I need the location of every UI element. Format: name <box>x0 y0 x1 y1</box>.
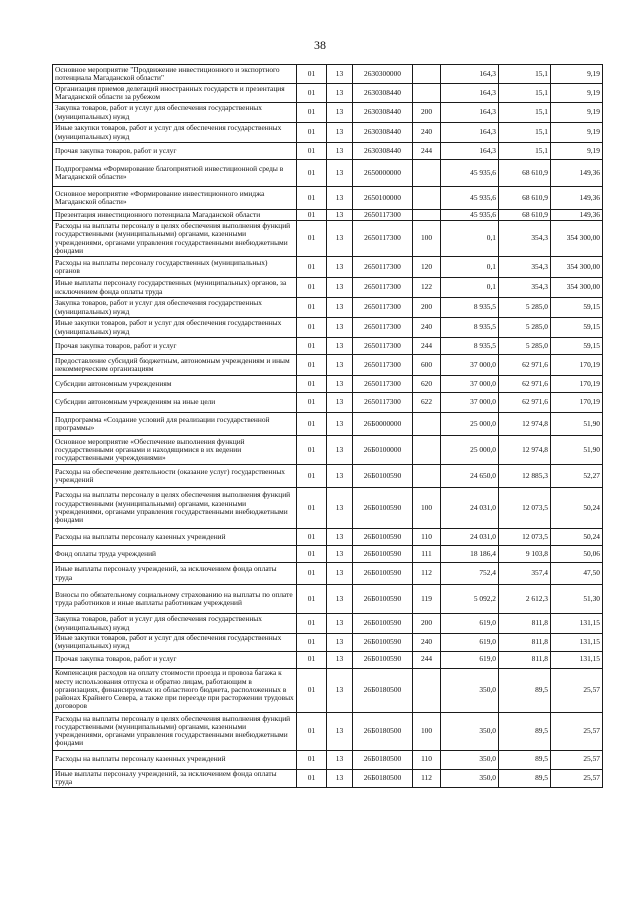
row-name-cell: Закупка товаров, работ и услуг для обеспечения государственных (муниципальных) нужд <box>53 614 297 634</box>
approved-amount-cell: 45 935,6 <box>441 210 499 221</box>
table-row <box>53 338 603 355</box>
target-article-cell: 26Б0100590 <box>353 563 413 585</box>
expense-type-cell <box>413 436 441 465</box>
executed-amount-cell: 68 610,9 <box>499 160 551 187</box>
subsection-code-cell: 13 <box>327 355 353 376</box>
executed-amount-cell: 12 885,3 <box>499 465 551 488</box>
expense-type-cell: 240 <box>413 123 441 143</box>
subsection-code-cell: 13 <box>327 712 353 750</box>
approved-amount-cell: 5 092,2 <box>441 585 499 614</box>
subsection-code-cell: 13 <box>327 634 353 652</box>
subsection-code-cell: 13 <box>327 376 353 393</box>
target-article-cell: 2650117300 <box>353 298 413 318</box>
execution-percent-cell: 59,15 <box>551 338 603 355</box>
approved-amount-cell: 8 935,5 <box>441 298 499 318</box>
execution-percent-cell: 9,19 <box>551 65 603 84</box>
expense-type-cell <box>413 465 441 488</box>
subsection-code-cell: 13 <box>327 529 353 546</box>
executed-amount-cell: 15,1 <box>499 103 551 123</box>
row-name-cell: Фонд оплаты труда учреждений <box>53 546 297 563</box>
execution-percent-cell: 51,90 <box>551 413 603 436</box>
target-article-cell: 2630308440 <box>353 143 413 160</box>
expense-type-cell: 240 <box>413 634 441 652</box>
execution-percent-cell: 50,06 <box>551 546 603 563</box>
subsection-code-cell: 13 <box>327 278 353 298</box>
target-article-cell: 2630308440 <box>353 103 413 123</box>
approved-amount-cell: 350,0 <box>441 750 499 769</box>
executed-amount-cell: 354,3 <box>499 257 551 278</box>
table-row <box>53 278 603 298</box>
executed-amount-cell: 2 612,3 <box>499 585 551 614</box>
row-name-cell: Компенсация расходов на оплату стоимости проезда и провоза багажа к месту использования отпуска и обратно лицам, работающим в организациях, финансируемых из областного бюджета, расположенных в районах Крайнего Севера, а также при переезде при расторжении трудовых договоров <box>53 668 297 712</box>
table-row <box>53 298 603 318</box>
expense-type-cell: 244 <box>413 651 441 668</box>
subsection-code-cell: 13 <box>327 750 353 769</box>
row-name-cell: Расходы на выплаты персоналу государственных (муниципальных) органов <box>53 257 297 278</box>
approved-amount-cell: 619,0 <box>441 634 499 652</box>
section-code-cell: 01 <box>297 318 327 338</box>
row-name-cell: Организация приемов делегаций иностранных государств и презентация Магаданской области за рубежом <box>53 84 297 103</box>
execution-percent-cell: 9,19 <box>551 103 603 123</box>
executed-amount-cell: 89,5 <box>499 712 551 750</box>
section-code-cell: 01 <box>297 465 327 488</box>
subsection-code-cell: 13 <box>327 187 353 210</box>
row-name-cell: Подпрограмма «Создание условий для реализации государственной программы» <box>53 413 297 436</box>
expense-type-cell: 112 <box>413 563 441 585</box>
execution-percent-cell: 170,19 <box>551 393 603 413</box>
target-article-cell: 26Б0100590 <box>353 585 413 614</box>
section-code-cell: 01 <box>297 488 327 529</box>
row-name-cell: Прочая закупка товаров, работ и услуг <box>53 338 297 355</box>
expense-type-cell <box>413 413 441 436</box>
section-code-cell: 01 <box>297 436 327 465</box>
subsection-code-cell: 13 <box>327 465 353 488</box>
table-row <box>53 65 603 84</box>
table-row <box>53 103 603 123</box>
section-code-cell: 01 <box>297 712 327 750</box>
executed-amount-cell: 62 971,6 <box>499 355 551 376</box>
section-code-cell: 01 <box>297 413 327 436</box>
approved-amount-cell: 45 935,6 <box>441 160 499 187</box>
table-row <box>53 651 603 668</box>
approved-amount-cell: 24 031,0 <box>441 529 499 546</box>
execution-percent-cell: 9,19 <box>551 123 603 143</box>
execution-percent-cell: 149,36 <box>551 187 603 210</box>
section-code-cell: 01 <box>297 160 327 187</box>
executed-amount-cell: 89,5 <box>499 750 551 769</box>
table-row <box>53 221 603 257</box>
executed-amount-cell: 354,3 <box>499 278 551 298</box>
budget-table <box>52 64 603 788</box>
target-article-cell: 26Б0100590 <box>353 634 413 652</box>
execution-percent-cell: 354 300,00 <box>551 257 603 278</box>
execution-percent-cell: 9,19 <box>551 143 603 160</box>
section-code-cell: 01 <box>297 585 327 614</box>
row-name-cell: Прочая закупка товаров, работ и услуг <box>53 651 297 668</box>
target-article-cell: 26Б0180500 <box>353 769 413 787</box>
table-row <box>53 769 603 787</box>
section-code-cell: 01 <box>297 529 327 546</box>
executed-amount-cell: 5 285,0 <box>499 338 551 355</box>
expense-type-cell: 100 <box>413 712 441 750</box>
subsection-code-cell: 13 <box>327 160 353 187</box>
target-article-cell: 2630308440 <box>353 123 413 143</box>
approved-amount-cell: 0,1 <box>441 278 499 298</box>
approved-amount-cell: 0,1 <box>441 257 499 278</box>
row-name-cell: Субсидии автономным учреждениям <box>53 376 297 393</box>
subsection-code-cell: 13 <box>327 488 353 529</box>
target-article-cell: 2630300000 <box>353 65 413 84</box>
table-row <box>53 529 603 546</box>
subsection-code-cell: 13 <box>327 123 353 143</box>
table-row <box>53 143 603 160</box>
budget-table-body <box>53 65 603 788</box>
target-article-cell: 2650117300 <box>353 355 413 376</box>
table-row <box>53 257 603 278</box>
expense-type-cell: 620 <box>413 376 441 393</box>
table-row <box>53 393 603 413</box>
target-article-cell: 2650000000 <box>353 160 413 187</box>
target-article-cell: 26Б0180500 <box>353 712 413 750</box>
expense-type-cell: 244 <box>413 338 441 355</box>
expense-type-cell: 622 <box>413 393 441 413</box>
row-name-cell: Иные выплаты персоналу учреждений, за исключением фонда оплаты труда <box>53 563 297 585</box>
execution-percent-cell: 51,90 <box>551 436 603 465</box>
subsection-code-cell: 13 <box>327 769 353 787</box>
row-name-cell: Расходы на выплаты персоналу в целях обеспечения выполнения функций государственными (муниципальными) органами, казенными учреждениями, органами управления государственными внебюджетными фондами <box>53 712 297 750</box>
execution-percent-cell: 59,15 <box>551 318 603 338</box>
section-code-cell: 01 <box>297 355 327 376</box>
row-name-cell: Основное мероприятие «Обеспечение выполнения функций государственными органами и находящимися в их ведении государственными учреждениями» <box>53 436 297 465</box>
section-code-cell: 01 <box>297 123 327 143</box>
section-code-cell: 01 <box>297 143 327 160</box>
target-article-cell: 2650117300 <box>353 338 413 355</box>
row-name-cell: Основное мероприятие "Продвижение инвестиционного и экспортного потенциала Магаданской области" <box>53 65 297 84</box>
approved-amount-cell: 164,3 <box>441 143 499 160</box>
expense-type-cell: 110 <box>413 750 441 769</box>
executed-amount-cell: 15,1 <box>499 143 551 160</box>
execution-percent-cell: 50,24 <box>551 488 603 529</box>
expense-type-cell <box>413 187 441 210</box>
expense-type-cell: 240 <box>413 318 441 338</box>
approved-amount-cell: 25 000,0 <box>441 413 499 436</box>
table-row <box>53 355 603 376</box>
subsection-code-cell: 13 <box>327 338 353 355</box>
executed-amount-cell: 357,4 <box>499 563 551 585</box>
execution-percent-cell: 59,15 <box>551 298 603 318</box>
target-article-cell: 26Б0100590 <box>353 546 413 563</box>
table-row <box>53 585 603 614</box>
expense-type-cell: 119 <box>413 585 441 614</box>
section-code-cell: 01 <box>297 546 327 563</box>
execution-percent-cell: 25,57 <box>551 769 603 787</box>
section-code-cell: 01 <box>297 634 327 652</box>
row-name-cell: Субсидии автономным учреждениям на иные цели <box>53 393 297 413</box>
table-row <box>53 488 603 529</box>
section-code-cell: 01 <box>297 651 327 668</box>
subsection-code-cell: 13 <box>327 298 353 318</box>
row-name-cell: Закупка товаров, работ и услуг для обеспечения государственных (муниципальных) нужд <box>53 298 297 318</box>
section-code-cell: 01 <box>297 257 327 278</box>
execution-percent-cell: 51,30 <box>551 585 603 614</box>
approved-amount-cell: 619,0 <box>441 651 499 668</box>
section-code-cell: 01 <box>297 393 327 413</box>
row-name-cell: Иные выплаты персоналу учреждений, за исключением фонда оплаты труда <box>53 769 297 787</box>
row-name-cell: Подпрограмма «Формирование благоприятной инвестиционной среды в Магаданской области» <box>53 160 297 187</box>
section-code-cell: 01 <box>297 65 327 84</box>
expense-type-cell: 110 <box>413 529 441 546</box>
subsection-code-cell: 13 <box>327 614 353 634</box>
executed-amount-cell: 89,5 <box>499 769 551 787</box>
target-article-cell: 2650100000 <box>353 187 413 210</box>
target-article-cell: 2650117300 <box>353 210 413 221</box>
subsection-code-cell: 13 <box>327 413 353 436</box>
expense-type-cell: 112 <box>413 769 441 787</box>
row-name-cell: Предоставление субсидий бюджетным, автономным учреждениям и иным некоммерческим организациям <box>53 355 297 376</box>
target-article-cell: 2650117300 <box>353 376 413 393</box>
approved-amount-cell: 752,4 <box>441 563 499 585</box>
subsection-code-cell: 13 <box>327 585 353 614</box>
approved-amount-cell: 164,3 <box>441 65 499 84</box>
table-row <box>53 123 603 143</box>
executed-amount-cell: 62 971,6 <box>499 393 551 413</box>
section-code-cell: 01 <box>297 221 327 257</box>
approved-amount-cell: 8 935,5 <box>441 338 499 355</box>
executed-amount-cell: 15,1 <box>499 123 551 143</box>
section-code-cell: 01 <box>297 103 327 123</box>
executed-amount-cell: 811,8 <box>499 634 551 652</box>
executed-amount-cell: 89,5 <box>499 668 551 712</box>
section-code-cell: 01 <box>297 298 327 318</box>
executed-amount-cell: 68 610,9 <box>499 187 551 210</box>
expense-type-cell <box>413 84 441 103</box>
executed-amount-cell: 15,1 <box>499 84 551 103</box>
expense-type-cell <box>413 160 441 187</box>
table-row <box>53 465 603 488</box>
table-row <box>53 750 603 769</box>
execution-percent-cell: 149,36 <box>551 160 603 187</box>
target-article-cell: 26Б0100590 <box>353 651 413 668</box>
execution-percent-cell: 25,57 <box>551 712 603 750</box>
expense-type-cell: 100 <box>413 488 441 529</box>
execution-percent-cell: 170,19 <box>551 355 603 376</box>
execution-percent-cell: 131,15 <box>551 634 603 652</box>
executed-amount-cell: 15,1 <box>499 65 551 84</box>
target-article-cell: 26Б0100590 <box>353 529 413 546</box>
approved-amount-cell: 619,0 <box>441 614 499 634</box>
target-article-cell: 2650117300 <box>353 257 413 278</box>
subsection-code-cell: 13 <box>327 436 353 465</box>
approved-amount-cell: 350,0 <box>441 712 499 750</box>
row-name-cell: Расходы на выплаты персоналу казенных учреждений <box>53 750 297 769</box>
execution-percent-cell: 52,27 <box>551 465 603 488</box>
approved-amount-cell: 0,1 <box>441 221 499 257</box>
expense-type-cell: 244 <box>413 143 441 160</box>
table-row <box>53 187 603 210</box>
approved-amount-cell: 350,0 <box>441 668 499 712</box>
approved-amount-cell: 25 000,0 <box>441 436 499 465</box>
table-row <box>53 413 603 436</box>
executed-amount-cell: 811,8 <box>499 651 551 668</box>
section-code-cell: 01 <box>297 750 327 769</box>
executed-amount-cell: 5 285,0 <box>499 318 551 338</box>
executed-amount-cell: 62 971,6 <box>499 376 551 393</box>
approved-amount-cell: 37 000,0 <box>441 393 499 413</box>
approved-amount-cell: 350,0 <box>441 769 499 787</box>
row-name-cell: Основное мероприятие «Формирование инвестиционного имиджа Магаданской области» <box>53 187 297 210</box>
table-row <box>53 436 603 465</box>
expense-type-cell <box>413 65 441 84</box>
executed-amount-cell: 68 610,9 <box>499 210 551 221</box>
execution-percent-cell: 25,57 <box>551 668 603 712</box>
row-name-cell: Иные закупки товаров, работ и услуг для обеспечения государственных (муниципальных) нужд <box>53 123 297 143</box>
subsection-code-cell: 13 <box>327 651 353 668</box>
row-name-cell: Расходы на выплаты персоналу в целях обеспечения выполнения функций государственными (муниципальными) органами, казенными учреждениями, органами управления государственными внебюджетными фондами <box>53 488 297 529</box>
execution-percent-cell: 149,36 <box>551 210 603 221</box>
executed-amount-cell: 12 073,5 <box>499 488 551 529</box>
section-code-cell: 01 <box>297 187 327 210</box>
section-code-cell: 01 <box>297 210 327 221</box>
row-name-cell: Прочая закупка товаров, работ и услуг <box>53 143 297 160</box>
section-code-cell: 01 <box>297 668 327 712</box>
execution-percent-cell: 131,15 <box>551 614 603 634</box>
expense-type-cell: 100 <box>413 221 441 257</box>
approved-amount-cell: 18 186,4 <box>441 546 499 563</box>
subsection-code-cell: 13 <box>327 143 353 160</box>
table-row <box>53 318 603 338</box>
expense-type-cell: 200 <box>413 298 441 318</box>
section-code-cell: 01 <box>297 278 327 298</box>
section-code-cell: 01 <box>297 338 327 355</box>
target-article-cell: 26Б0180500 <box>353 668 413 712</box>
approved-amount-cell: 37 000,0 <box>441 376 499 393</box>
page-number: 38 <box>314 38 326 52</box>
approved-amount-cell: 37 000,0 <box>441 355 499 376</box>
table-row <box>53 160 603 187</box>
target-article-cell: 26Б0100590 <box>353 488 413 529</box>
subsection-code-cell: 13 <box>327 257 353 278</box>
approved-amount-cell: 164,3 <box>441 123 499 143</box>
row-name-cell: Закупка товаров, работ и услуг для обеспечения государственных (муниципальных) нужд <box>53 103 297 123</box>
table-row <box>53 546 603 563</box>
row-name-cell: Взносы по обязательному социальному страхованию на выплаты по оплате труда работников и иные выплаты работникам учреждений <box>53 585 297 614</box>
row-name-cell: Иные закупки товаров, работ и услуг для обеспечения государственных (муниципальных) нужд <box>53 634 297 652</box>
approved-amount-cell: 8 935,5 <box>441 318 499 338</box>
execution-percent-cell: 170,19 <box>551 376 603 393</box>
execution-percent-cell: 131,15 <box>551 651 603 668</box>
target-article-cell: 26Б0000000 <box>353 413 413 436</box>
table-row <box>53 563 603 585</box>
approved-amount-cell: 24 650,0 <box>441 465 499 488</box>
target-article-cell: 26Б0100590 <box>353 614 413 634</box>
row-name-cell: Расходы на обеспечение деятельности (оказание услуг) государственных учреждений <box>53 465 297 488</box>
executed-amount-cell: 354,3 <box>499 221 551 257</box>
table-row <box>53 376 603 393</box>
subsection-code-cell: 13 <box>327 221 353 257</box>
subsection-code-cell: 13 <box>327 65 353 84</box>
executed-amount-cell: 9 103,8 <box>499 546 551 563</box>
target-article-cell: 26Б0100590 <box>353 465 413 488</box>
table-row <box>53 210 603 221</box>
section-code-cell: 01 <box>297 376 327 393</box>
target-article-cell: 26Б0180500 <box>353 750 413 769</box>
expense-type-cell: 200 <box>413 614 441 634</box>
subsection-code-cell: 13 <box>327 84 353 103</box>
row-name-cell: Иные выплаты персоналу государственных (муниципальных) органов, за исключением фонда оплаты труда <box>53 278 297 298</box>
approved-amount-cell: 45 935,6 <box>441 187 499 210</box>
subsection-code-cell: 13 <box>327 393 353 413</box>
table-row <box>53 712 603 750</box>
execution-percent-cell: 354 300,00 <box>551 221 603 257</box>
table-row <box>53 634 603 652</box>
subsection-code-cell: 13 <box>327 318 353 338</box>
target-article-cell: 2650117300 <box>353 278 413 298</box>
row-name-cell: Иные закупки товаров, работ и услуг для обеспечения государственных (муниципальных) нужд <box>53 318 297 338</box>
target-article-cell: 26Б0100000 <box>353 436 413 465</box>
row-name-cell: Презентация инвестиционного потенциала Магаданской области <box>53 210 297 221</box>
target-article-cell: 2650117300 <box>353 221 413 257</box>
expense-type-cell: 111 <box>413 546 441 563</box>
section-code-cell: 01 <box>297 563 327 585</box>
executed-amount-cell: 12 073,5 <box>499 529 551 546</box>
execution-percent-cell: 50,24 <box>551 529 603 546</box>
execution-percent-cell: 9,19 <box>551 84 603 103</box>
approved-amount-cell: 24 031,0 <box>441 488 499 529</box>
execution-percent-cell: 354 300,00 <box>551 278 603 298</box>
subsection-code-cell: 13 <box>327 668 353 712</box>
expense-type-cell: 200 <box>413 103 441 123</box>
approved-amount-cell: 164,3 <box>441 103 499 123</box>
table-row <box>53 668 603 712</box>
approved-amount-cell: 164,3 <box>441 84 499 103</box>
executed-amount-cell: 5 285,0 <box>499 298 551 318</box>
target-article-cell: 2650117300 <box>353 393 413 413</box>
subsection-code-cell: 13 <box>327 103 353 123</box>
table-row <box>53 614 603 634</box>
subsection-code-cell: 13 <box>327 546 353 563</box>
expense-type-cell: 122 <box>413 278 441 298</box>
row-name-cell: Расходы на выплаты персоналу казенных учреждений <box>53 529 297 546</box>
executed-amount-cell: 12 974,8 <box>499 413 551 436</box>
expense-type-cell <box>413 668 441 712</box>
section-code-cell: 01 <box>297 84 327 103</box>
execution-percent-cell: 25,57 <box>551 750 603 769</box>
expense-type-cell: 120 <box>413 257 441 278</box>
expense-type-cell: 600 <box>413 355 441 376</box>
subsection-code-cell: 13 <box>327 563 353 585</box>
executed-amount-cell: 12 974,8 <box>499 436 551 465</box>
subsection-code-cell: 13 <box>327 210 353 221</box>
table-row <box>53 84 603 103</box>
expense-type-cell <box>413 210 441 221</box>
section-code-cell: 01 <box>297 769 327 787</box>
section-code-cell: 01 <box>297 614 327 634</box>
row-name-cell: Расходы на выплаты персоналу в целях обеспечения выполнения функций государственными (муниципальными) органами, казенными учреждениями, органами управления государственными внебюджетными фондами <box>53 221 297 257</box>
target-article-cell: 2650117300 <box>353 318 413 338</box>
execution-percent-cell: 47,50 <box>551 563 603 585</box>
executed-amount-cell: 811,8 <box>499 614 551 634</box>
target-article-cell: 2630308440 <box>353 84 413 103</box>
